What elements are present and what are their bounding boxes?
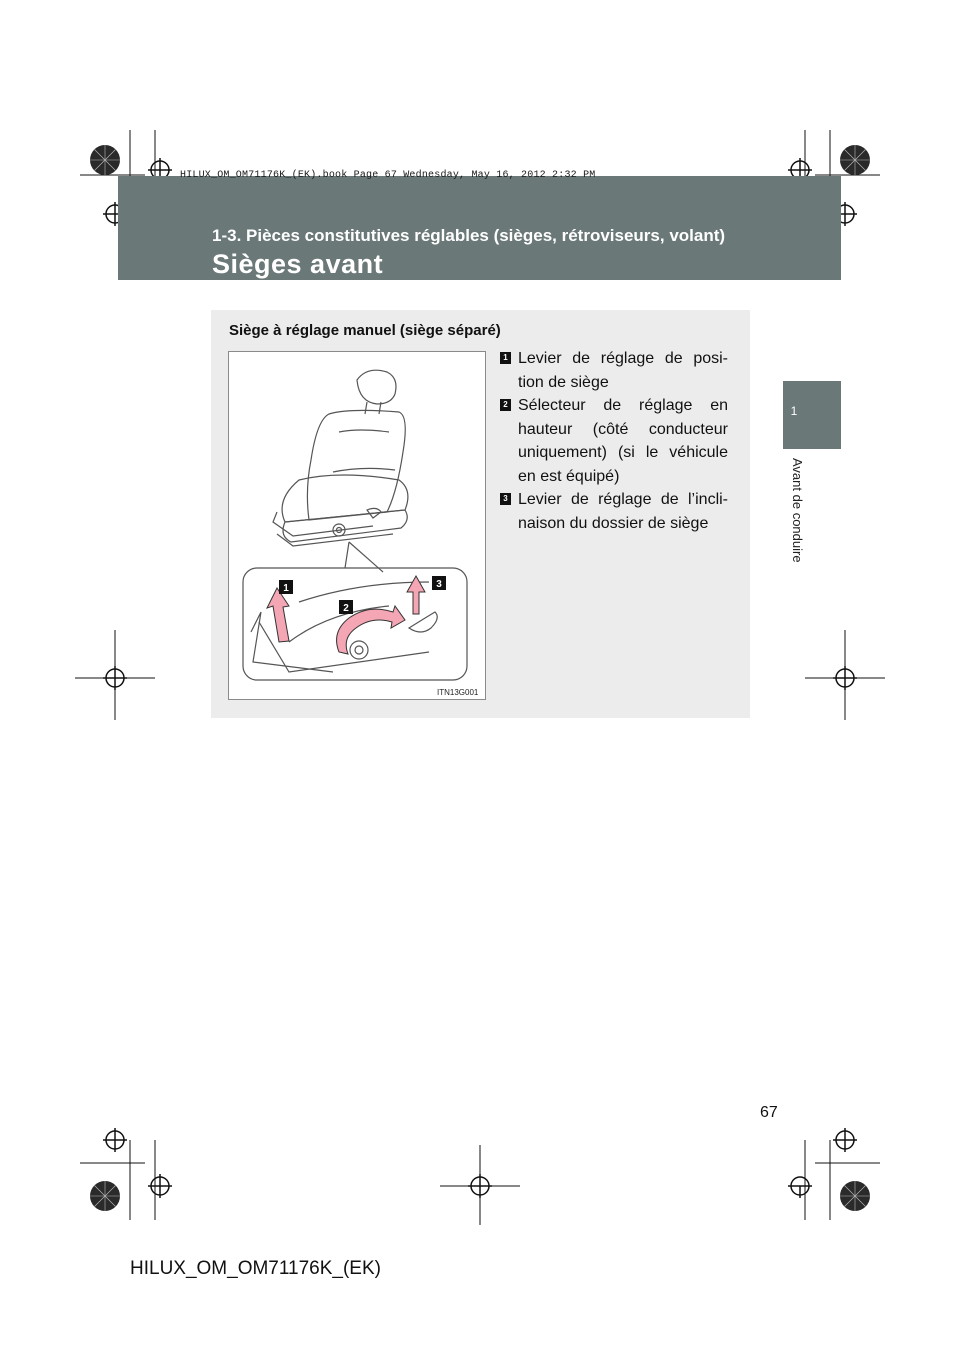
figure-marker-1: 1 bbox=[283, 583, 289, 594]
figure-marker-2: 2 bbox=[343, 603, 349, 614]
chapter-number: 1 bbox=[790, 404, 798, 418]
footer-code: HILUX_OM_OM71176K_(EK) bbox=[130, 1258, 381, 1279]
item-text: Sélecteur de réglage en hauteur (côté conducteur uniquement) (si le véhicule en est équipé) bbox=[518, 397, 728, 485]
item-marker: 3 bbox=[500, 493, 511, 505]
page-number: 67 bbox=[760, 1104, 778, 1121]
seat-illustration bbox=[228, 351, 486, 700]
section-label: 1-3. Pièces constitutives réglables (sièges, rétroviseurs, volant) bbox=[212, 226, 726, 245]
item-text: Levier de réglage de l’incli-naison du dossier de siège bbox=[518, 491, 728, 532]
seat-drawing bbox=[229, 352, 485, 699]
item-marker: 1 bbox=[500, 352, 511, 364]
list-item bbox=[496, 394, 728, 488]
book-stamp: HILUX_OM_OM71176K_(EK).book Page 67 Wednesday, May 16, 2012 2:32 PM bbox=[180, 170, 596, 181]
item-marker: 2 bbox=[500, 399, 511, 411]
list-item bbox=[496, 488, 728, 535]
item-text: Levier de réglage de posi-tion de siège bbox=[518, 350, 728, 391]
chapter-name: Avant de conduire bbox=[790, 458, 805, 563]
list-item bbox=[496, 347, 728, 394]
figure-code: ITN13G001 bbox=[437, 688, 479, 697]
page-title: Sièges avant bbox=[212, 249, 384, 279]
panel-heading: Siège à réglage manuel (siège séparé) bbox=[229, 322, 501, 339]
figure-marker-3: 3 bbox=[436, 579, 442, 590]
